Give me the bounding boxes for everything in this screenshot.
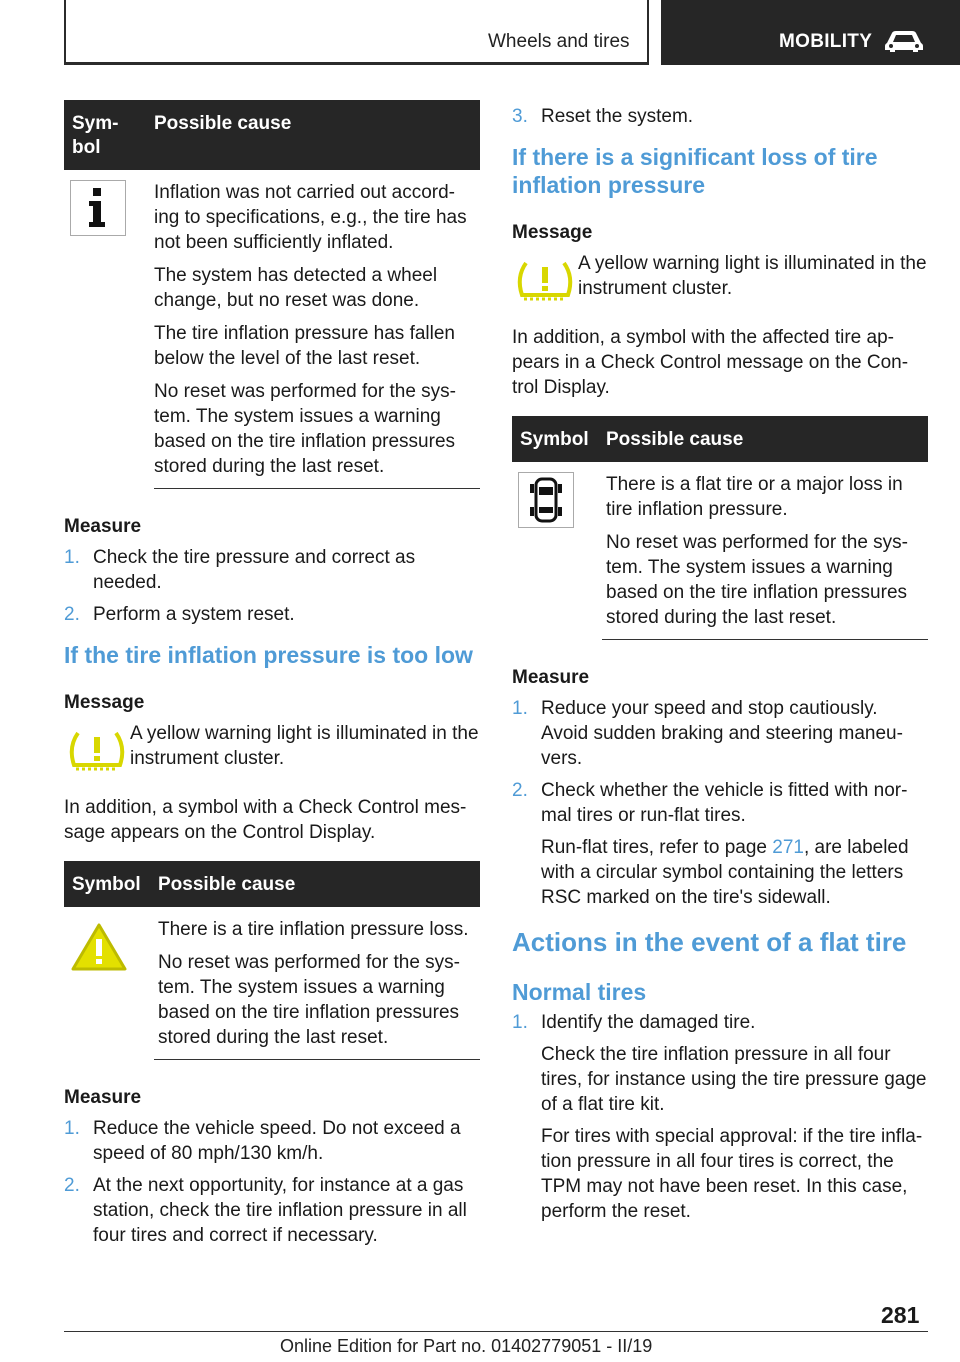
cause-cell <box>154 180 480 479</box>
step-text: Perform a system reset. <box>93 604 295 625</box>
table-header <box>64 100 480 170</box>
step-text: Reduce the vehicle speed. Do not exceed a speed of 80 mph/130 km/h. <box>93 1118 461 1164</box>
step-text: At the next opportunity, for instance at a gas station, check the tire inflation pressure in all four tires and correct if necessary. <box>93 1175 467 1246</box>
step-number: 1. <box>64 547 80 568</box>
list-item <box>64 545 480 595</box>
cause-cell <box>606 472 928 630</box>
step-text: Check whether the vehicle is fitted with nor-mal tires or run-flat tires. <box>541 780 908 826</box>
step-number: 1. <box>64 1118 80 1139</box>
cause-table-flat-tire <box>512 416 928 640</box>
column-header-symbol: Sym- bol <box>72 113 119 158</box>
paragraph: In addition, a symbol with the affected tire ap-pears in a Check Control message on the Con-trol Display. <box>512 327 909 398</box>
measure-steps <box>64 1116 480 1248</box>
list-item <box>512 696 928 771</box>
table-row <box>64 907 480 1060</box>
step-text: Reset the system. <box>541 106 694 127</box>
symbol-cell <box>64 180 154 479</box>
step-content <box>541 778 928 910</box>
column-header-symbol: Symbol <box>520 429 589 450</box>
flat-tire-car-icon <box>518 472 574 528</box>
subtext-start: Run-flat tires, refer to page <box>541 837 773 858</box>
cause-text: No reset was performed for the sys-tem. The system issues a warning based on the tire inflation pressures stored during the last reset. <box>606 532 908 628</box>
message-text: A yellow warning light is illuminated in the instrument cluster. <box>130 723 479 769</box>
page-reference-link[interactable]: 271 <box>772 837 804 858</box>
step-number: 2. <box>64 604 80 625</box>
step-text: Check the tire pressure and correct as needed. <box>93 547 416 593</box>
cause-table-warning <box>64 861 480 1060</box>
message-block <box>64 721 480 777</box>
row-divider <box>154 1059 480 1060</box>
symbol-cell <box>512 472 606 630</box>
subtext-end: , are labeled with a circular symbol containing the letters RSC marked on the tire's sidewall. <box>541 837 909 908</box>
header-rule <box>64 62 649 65</box>
info-icon <box>70 180 126 236</box>
measure-section <box>512 666 928 910</box>
table-row <box>64 170 480 489</box>
table-header <box>512 416 928 462</box>
message-block <box>512 251 928 307</box>
step-number: 1. <box>512 698 528 719</box>
step-subtext: Check the tire inflation pressure in all four tires, for instance using the tire pressure gage of a flat tire kit. <box>541 1044 927 1115</box>
page-number: 281 <box>881 1302 920 1328</box>
cause-table-info <box>64 100 480 489</box>
column-header-cause: Possible cause <box>158 874 296 895</box>
right-column <box>512 100 928 1231</box>
warning-triangle-icon <box>68 919 130 975</box>
cause-text: The system has detected a wheel change, but no reset was done. <box>154 265 438 311</box>
list-item <box>512 1010 928 1224</box>
step-subtext: For tires with special approval: if the tire infla-tion pressure in all four tires is correct, the TPM may not have been reset. In this case, perform the reset. <box>541 1126 923 1222</box>
list-item <box>512 104 928 129</box>
message-text: A yellow warning light is illuminated in the instrument cluster. <box>578 253 927 299</box>
step-number: 2. <box>512 780 528 801</box>
heading-pressure-too-low: If the tire inflation pressure is too low <box>64 642 473 668</box>
cause-text: There is a flat tire or a major loss in tire inflation pressure. <box>606 474 903 520</box>
cause-text: Inflation was not carried out accord-ing to specifications, e.g., the tire has not been sufficiently inflated. <box>154 182 467 253</box>
column-header-cause: Possible cause <box>154 113 292 134</box>
step-text: Identify the damaged tire. <box>541 1012 756 1033</box>
cause-text: There is a tire inflation pressure loss. <box>158 919 469 940</box>
section-title: Wheels and tires <box>488 31 630 52</box>
column-header-symbol: Symbol <box>72 874 141 895</box>
row-divider <box>154 488 480 489</box>
measure-heading: Measure <box>512 667 590 688</box>
footer-rule <box>64 1331 928 1332</box>
column-header-cause: Possible cause <box>606 429 744 450</box>
measure-heading: Measure <box>64 1087 142 1108</box>
paragraph: In addition, a symbol with a Check Control mes-sage appears on the Control Display. <box>64 797 467 843</box>
measure-steps <box>512 696 928 910</box>
measure-section <box>64 515 480 627</box>
step-text: Reduce your speed and stop cautiously. Avoid sudden braking and steering maneu-vers. <box>541 698 903 769</box>
tire-pressure-warning-icon <box>512 257 578 307</box>
list-item <box>64 602 480 627</box>
cause-cell <box>158 917 480 1050</box>
cause-text: No reset was performed for the sys-tem. The system issues a warning based on the tire inflation pressures stored during the last reset. <box>158 952 460 1048</box>
edition-text: Online Edition for Part no. 01402779051 - II/19 <box>280 1336 653 1356</box>
heading-normal-tires: Normal tires <box>512 979 647 1005</box>
car-icon <box>883 28 925 54</box>
table-header <box>64 861 480 907</box>
heading-flat-tire-actions: Actions in the event of a flat tire <box>512 927 907 957</box>
normal-tire-steps <box>512 1010 928 1224</box>
message-heading: Message <box>512 222 593 243</box>
heading-significant-loss: If there is a significant loss of tire inflation pressure <box>512 144 878 198</box>
step-subtext <box>541 835 928 910</box>
row-divider <box>602 639 928 640</box>
header-rule-left <box>64 0 66 64</box>
measure-heading: Measure <box>64 516 142 537</box>
measure-steps <box>64 545 480 627</box>
list-item <box>512 778 928 910</box>
message-heading: Message <box>64 692 145 713</box>
symbol-cell <box>64 917 158 1050</box>
tire-pressure-warning-icon <box>64 727 130 777</box>
list-item <box>64 1116 480 1166</box>
measure-section <box>64 1086 480 1248</box>
left-column <box>64 100 480 1255</box>
table-row <box>512 462 928 640</box>
chapter-title: MOBILITY <box>779 31 873 52</box>
step-number: 3. <box>512 106 528 127</box>
step-content <box>541 1010 928 1224</box>
header-rule-right <box>647 0 649 64</box>
cause-text: No reset was performed for the sys-tem. The system issues a warning based on the tire inflation pressures stored during the last reset. <box>154 381 456 477</box>
reset-step <box>512 104 928 129</box>
cause-text: The tire inflation pressure has fallen below the level of the last reset. <box>154 323 455 369</box>
step-number: 2. <box>64 1175 80 1196</box>
list-item <box>64 1173 480 1248</box>
step-number: 1. <box>512 1012 528 1033</box>
